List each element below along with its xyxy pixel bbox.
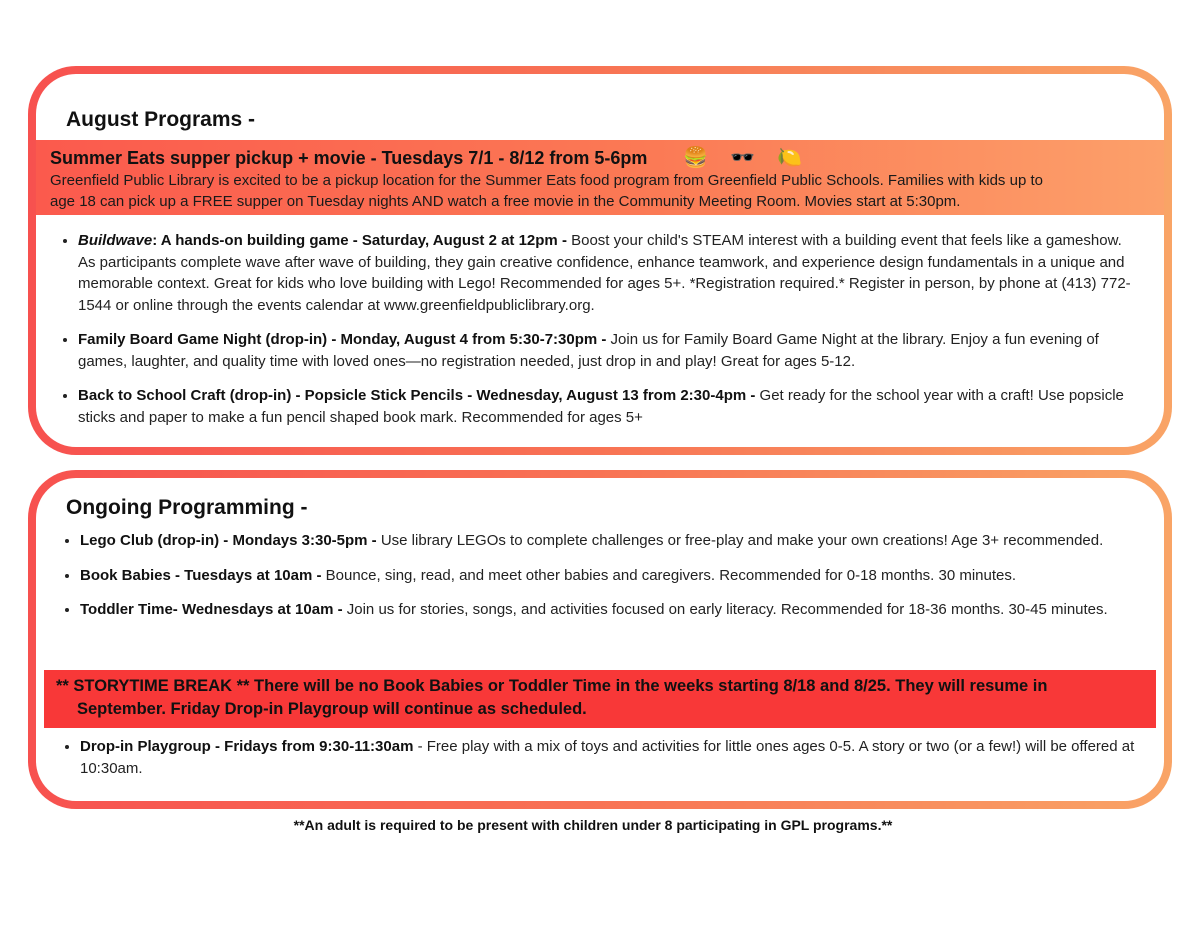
summer-eats-banner [36,140,1164,215]
ongoing-program-list-continued [50,736,1142,792]
ongoing-programming-title: Ongoing Programming - [66,496,308,519]
summer-eats-description-line1: Greenfield Public Library is excited to be a pickup location for the Summer Eats food program from Greenfield Public Schools. Families with kids up to [50,172,1043,189]
program-item-buildwave [78,230,1142,316]
program-description: Join us for Family Board Game Night at the library. Enjoy a fun evening of games, laughter, and quality time with loved ones—no registration needed, just drop in and play! Great for ages 5-12. [78,331,1099,370]
lemon-icon: 🍋 [777,147,803,169]
ongoing-programming-panel [28,470,1172,809]
program-description: Boost your child's STEAM interest with a building event that feels like a gameshow. As participants complete wave after wave of building, they gain creative confidence, enhance teamwork, and experience design fundamentals in a unique and memorable context. Great for kids who love building with Lego! Recommended for ages 5+. *Registration required.* Register in person, by phone at (413) 772-1544 or online through the events calendar at www.greenfieldpubliclibrary.org. [78,232,1131,314]
august-programs-panel-inner [36,74,1164,447]
program-description: Use library LEGOs to complete challenges or free-play and make your own creations! Age 3+ recommended. [376,532,1104,549]
program-title: : A hands-on building game - Saturday, August 2 at 12pm - [152,232,567,249]
sunglasses-icon: 🕶️ [730,147,756,169]
program-title: Book Babies - Tuesdays at 10am - [80,566,322,584]
summer-eats-description-line2: age 18 can pick up a FREE supper on Tuesday nights AND watch a free movie in the Community Meeting Room. Movies start at 5:30pm. [50,193,961,210]
storytime-break-line2: September. Friday Drop-in Playgroup will continue as scheduled. [77,700,587,718]
summer-emoji-row [683,147,802,169]
burger-icon: 🍔 [683,147,709,169]
program-description: - Free play with a mix of toys and activities for little ones ages 0-5. A story or two (or a few!) will be offered at 10:30am. [80,738,1135,777]
program-item-back-to-school-craft [78,385,1142,428]
program-item-book-babies [80,565,1142,587]
program-item-toddler-time [80,599,1142,621]
program-title-italic: Buildwave [78,232,153,249]
summer-eats-headline-row [50,147,1156,169]
adult-supervision-footnote: **An adult is required to be present with children under 8 participating in GPL programs.** [293,817,893,833]
program-title: Back to School Craft (drop-in) - Popsicle Stick Pencils - Wednesday, August 13 from 2:30-4pm - [78,387,756,404]
program-title: Family Board Game Night (drop-in) - Monday, August 4 from 5:30-7:30pm - [78,331,607,348]
summer-eats-description [50,170,1156,212]
storytime-break-line1: ** STORYTIME BREAK ** There will be no Book Babies or Toddler Time in the weeks starting 8/18 and 8/25. They will resume in [56,677,1048,695]
ongoing-programming-panel-inner [36,478,1164,801]
program-description: Get ready for the school year with a craft! Use popsicle sticks and paper to make a fun pencil shaped book mark. Recommended for ages 5+ [78,387,1124,426]
program-item-board-game-night [78,329,1142,372]
august-programs-panel [28,66,1172,455]
storytime-break-notice [44,670,1156,728]
program-description: Join us for stories, songs, and activities focused on early literacy. Recommended for 18-36 months. 30-45 minutes. [342,601,1108,618]
program-title: Drop-in Playgroup - Fridays from 9:30-11:30am [80,738,414,755]
program-title: Lego Club (drop-in) - Mondays 3:30-5pm - [80,532,377,549]
program-title: Toddler Time- Wednesdays at 10am - [80,601,343,618]
program-item-drop-in-playgroup [80,736,1142,779]
summer-eats-headline: Summer Eats supper pickup + movie - Tuesdays 7/1 - 8/12 from 5-6pm [50,148,648,168]
ongoing-program-list [50,530,1142,634]
program-description: Bounce, sing, read, and meet other babies and caregivers. Recommended for 0-18 months. 30 minutes. [321,566,1017,584]
program-item-lego-club [80,530,1142,552]
august-programs-title: August Programs - [66,108,256,131]
august-program-list [48,230,1142,441]
